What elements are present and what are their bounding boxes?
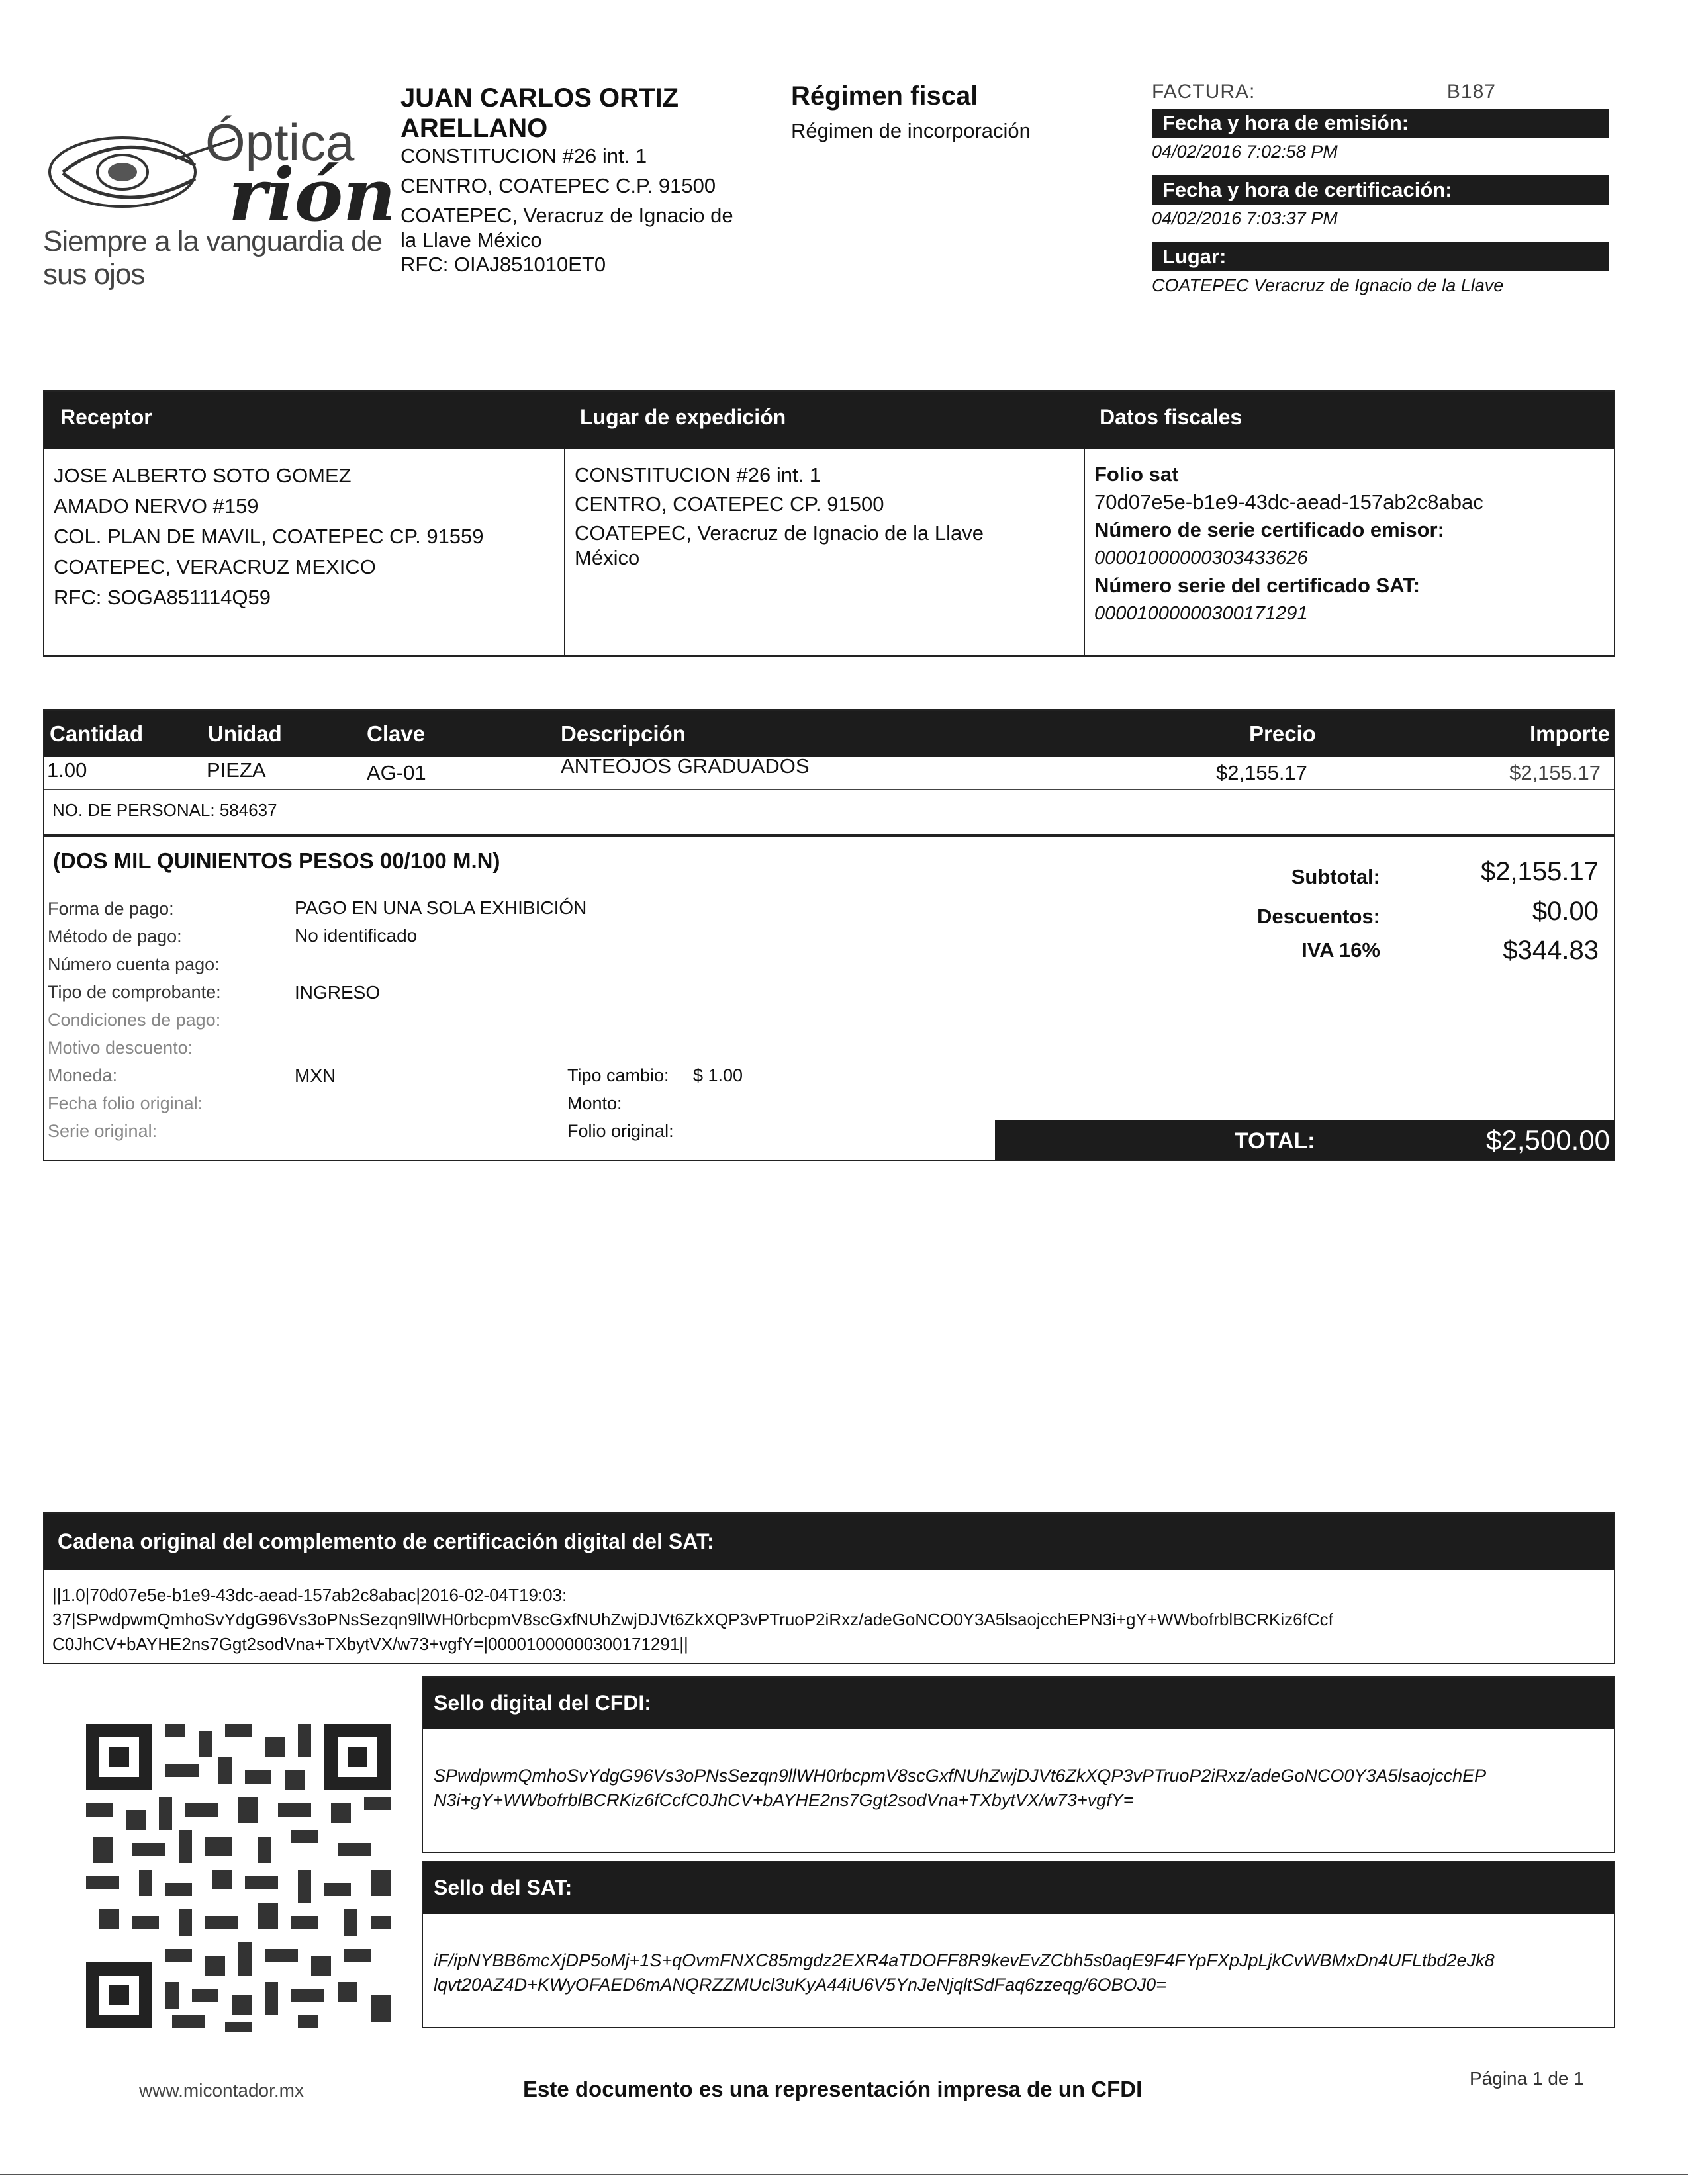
lugar-label: Lugar: xyxy=(1152,242,1609,271)
sello-sat-line: iF/ipNYBB6mcXjDP5oMj+1S+qOvmFNXC85mgdz2EXR4aTDOFF8R9kevEvZCbh5s0aqE9F4FYpFXpJpLjkCvWBMxDn4UFLtbd2eJk8 xyxy=(434,1950,1495,1970)
serie-original-label: Serie original: xyxy=(48,1121,158,1141)
serie-emisor-label: Número de serie certificado emisor: xyxy=(1094,518,1444,541)
item-descripcion: ANTEOJOS GRADUADOS xyxy=(561,754,810,778)
total-bar xyxy=(995,1120,1615,1160)
datos-fiscales-column xyxy=(1084,449,1614,655)
regimen-value: Régimen de incorporación xyxy=(791,119,1031,142)
cadena-original-title: Cadena original del complemento de certificación digital del SAT: xyxy=(44,1514,1614,1570)
descuentos-value: $0.00 xyxy=(1532,897,1599,926)
logo-brand-main: rión xyxy=(228,152,397,238)
total-value: $2,500.00 xyxy=(1486,1124,1610,1156)
factura-block xyxy=(1152,81,1615,296)
folio-sat-label: Folio sat xyxy=(1094,463,1179,486)
lugar-line: CENTRO, COATEPEC CP. 91500 xyxy=(575,492,884,516)
moneda-value: MXN xyxy=(295,1066,336,1086)
emision-label: Fecha y hora de emisión: xyxy=(1152,109,1609,138)
issuer-address4: la Llave México xyxy=(400,228,542,251)
lugar-column xyxy=(564,449,1084,655)
subtotal-label: Subtotal: xyxy=(1291,865,1380,888)
metodo-pago-value: No identificado xyxy=(295,925,418,946)
moneda-label: Moneda: xyxy=(48,1066,118,1085)
receptor-title: Receptor xyxy=(60,405,152,429)
item-precio: $2,155.17 xyxy=(1216,761,1307,784)
row-divider xyxy=(44,789,1614,790)
items-table xyxy=(43,709,1615,835)
item-unidad: PIEZA xyxy=(207,758,266,782)
logo-brand-top: Óptica xyxy=(205,113,355,171)
certificacion-label: Fecha y hora de certificación: xyxy=(1152,175,1609,205)
cadena-original-section xyxy=(43,1512,1615,1664)
bottom-divider xyxy=(0,2174,1688,2175)
metodo-pago-label: Método de pago: xyxy=(48,927,182,946)
item-importe: $2,155.17 xyxy=(1509,761,1601,784)
company-logo xyxy=(36,113,397,291)
condiciones-pago-label: Condiciones de pago: xyxy=(48,1010,221,1030)
iva-label: IVA 16% xyxy=(1301,938,1380,962)
serie-emisor-value: 00001000000303433626 xyxy=(1094,547,1308,569)
motivo-descuento-label: Motivo descuento: xyxy=(48,1038,193,1058)
tipo-comprobante-value: INGRESO xyxy=(295,982,381,1003)
tipo-comprobante-label: Tipo de comprobante: xyxy=(48,982,221,1002)
qr-code-icon xyxy=(79,1717,397,2035)
forma-pago-label: Forma de pago: xyxy=(48,899,174,919)
col-cantidad: Cantidad xyxy=(50,721,144,746)
sello-cfdi-title: Sello digital del CFDI: xyxy=(423,1678,1614,1729)
lugar-line: México xyxy=(575,546,640,569)
footer-website: www.micontador.mx xyxy=(139,2080,304,2101)
total-label: TOTAL: xyxy=(1235,1128,1315,1154)
col-importe: Importe xyxy=(1529,721,1610,746)
issuer-address3: COATEPEC, Veracruz de Ignacio de xyxy=(400,204,733,227)
receptor-line: COL. PLAN DE MAVIL, COATEPEC CP. 91559 xyxy=(54,525,484,548)
receptor-column xyxy=(44,449,564,655)
personal-number: NO. DE PERSONAL: 584637 xyxy=(52,800,277,820)
issuer-name-line1: JUAN CARLOS ORTIZ xyxy=(400,83,679,113)
emision-value: 04/02/2016 7:02:58 PM xyxy=(1152,142,1338,161)
col-clave: Clave xyxy=(367,721,426,746)
col-precio: Precio xyxy=(1249,721,1316,746)
receptor-line: RFC: SOGA851114Q59 xyxy=(54,586,271,609)
sello-sat-section xyxy=(422,1861,1615,2028)
lugar-line: CONSTITUCION #26 int. 1 xyxy=(575,463,821,486)
lugar-value: COATEPEC Veracruz de Ignacio de la Llave xyxy=(1152,275,1504,295)
tipo-cambio-label: Tipo cambio: xyxy=(567,1066,669,1085)
cadena-original-text xyxy=(52,1583,1601,1657)
subtotal-value: $2,155.17 xyxy=(1481,857,1599,886)
sello-cfdi-text xyxy=(434,1764,1603,1813)
info-header xyxy=(44,392,1614,449)
receptor-line: COATEPEC, VERACRUZ MEXICO xyxy=(54,555,376,578)
cadena-line: 37|SPwdpwmQmhoSvYdgG96Vs3oPNsSezqn9llWH0rbcpmV8scGxfNUhZwjDJVt6ZkXQP3vPTruoP2iRxz/adeGoNCO0Y3A5lsaojcchEPN3i+gY+WWbofrblBCRKiz6fCcf xyxy=(52,1610,1333,1629)
serie-sat-label: Número serie del certificado SAT: xyxy=(1094,574,1421,597)
tipo-cambio-value: $ 1.00 xyxy=(693,1066,743,1085)
fecha-folio-original-label: Fecha folio original: xyxy=(48,1093,203,1113)
receptor-line: JOSE ALBERTO SOTO GOMEZ xyxy=(54,464,352,487)
cadena-line: ||1.0|70d07e5e-b1e9-43dc-aead-157ab2c8abac|2016-02-04T19:03: xyxy=(52,1585,567,1605)
logo-slogan: Siempre a la vanguardia de sus ojos xyxy=(43,225,383,291)
col-unidad: Unidad xyxy=(208,721,282,746)
sello-cfdi-line: N3i+gY+WWbofrblBCRKiz6fCcfC0JhCV+bAYHE2ns7Ggt2sodVna+TXbytVX/w73+vgfY= xyxy=(434,1790,1134,1810)
amount-in-words: (DOS MIL QUINIENTOS PESOS 00/100 M.N) xyxy=(53,848,500,873)
col-descripcion: Descripción xyxy=(561,721,686,746)
regimen-block xyxy=(791,81,1031,143)
sello-cfdi-section xyxy=(422,1676,1615,1853)
receptor-line: AMADO NERVO #159 xyxy=(54,494,259,518)
info-section xyxy=(43,390,1615,657)
sello-sat-title: Sello del SAT: xyxy=(423,1862,1614,1914)
lugar-line: COATEPEC, Veracruz de Ignacio de la Llave xyxy=(575,522,984,545)
folio-original-label: Folio original: xyxy=(567,1121,674,1141)
certificacion-value: 04/02/2016 7:03:37 PM xyxy=(1152,208,1338,228)
cuenta-pago-label: Número cuenta pago: xyxy=(48,954,220,974)
cadena-line: C0JhCV+bAYHE2ns7Ggt2sodVna+TXbytVX/w73+vgfY=|00001000000300171291|| xyxy=(52,1634,688,1654)
factura-number-row xyxy=(1152,81,1615,103)
issuer-name-line2: ARELLANO xyxy=(400,114,548,143)
folio-sat-value: 70d07e5e-b1e9-43dc-aead-157ab2c8abac xyxy=(1094,490,1483,514)
item-cantidad: 1.00 xyxy=(47,758,87,782)
issuer-rfc: RFC: OIAJ851010ET0 xyxy=(400,253,606,276)
issuer-block xyxy=(400,83,771,277)
lugar-expedicion-title: Lugar de expedición xyxy=(580,405,786,429)
datos-fiscales-title: Datos fiscales xyxy=(1100,405,1243,429)
sello-sat-line: lqvt20AZ4D+KWyOFAED6mANQRZZMUcl3uKyA44iU6V5YnJeNjqltSdFaq6zzeqg/6OBOJ0= xyxy=(434,1975,1166,1995)
sello-cfdi-line: SPwdpwmQmhoSvYdgG96Vs3oPNsSezqn9llWH0rbcpmV8scGxfNUhZwjDJVt6ZkXQP3vPTruoP2iRxz/adeGoNCO0Y3A5lsaojcchEP xyxy=(434,1766,1487,1786)
factura-number: B187 xyxy=(1446,81,1496,103)
regimen-title: Régimen fiscal xyxy=(791,81,978,111)
forma-pago-value: PAGO EN UNA SOLA EXHIBICIÓN xyxy=(295,897,587,918)
monto-label: Monto: xyxy=(567,1093,622,1113)
serie-sat-value: 00001000000300171291 xyxy=(1094,603,1308,624)
descuentos-label: Descuentos: xyxy=(1256,905,1380,928)
page-number: Página 1 de 1 xyxy=(1470,2068,1584,2089)
factura-label: FACTURA: xyxy=(1152,81,1256,103)
items-header xyxy=(44,711,1614,757)
issuer-address1: CONSTITUCION #26 int. 1 xyxy=(400,144,647,167)
sello-sat-text xyxy=(434,1948,1603,1997)
issuer-address2: CENTRO, COATEPEC C.P. 91500 xyxy=(400,174,716,197)
iva-value: $344.83 xyxy=(1503,936,1599,965)
item-clave: AG-01 xyxy=(367,761,426,784)
footer-note: Este documento es una representación impresa de un CFDI xyxy=(523,2077,1143,2101)
